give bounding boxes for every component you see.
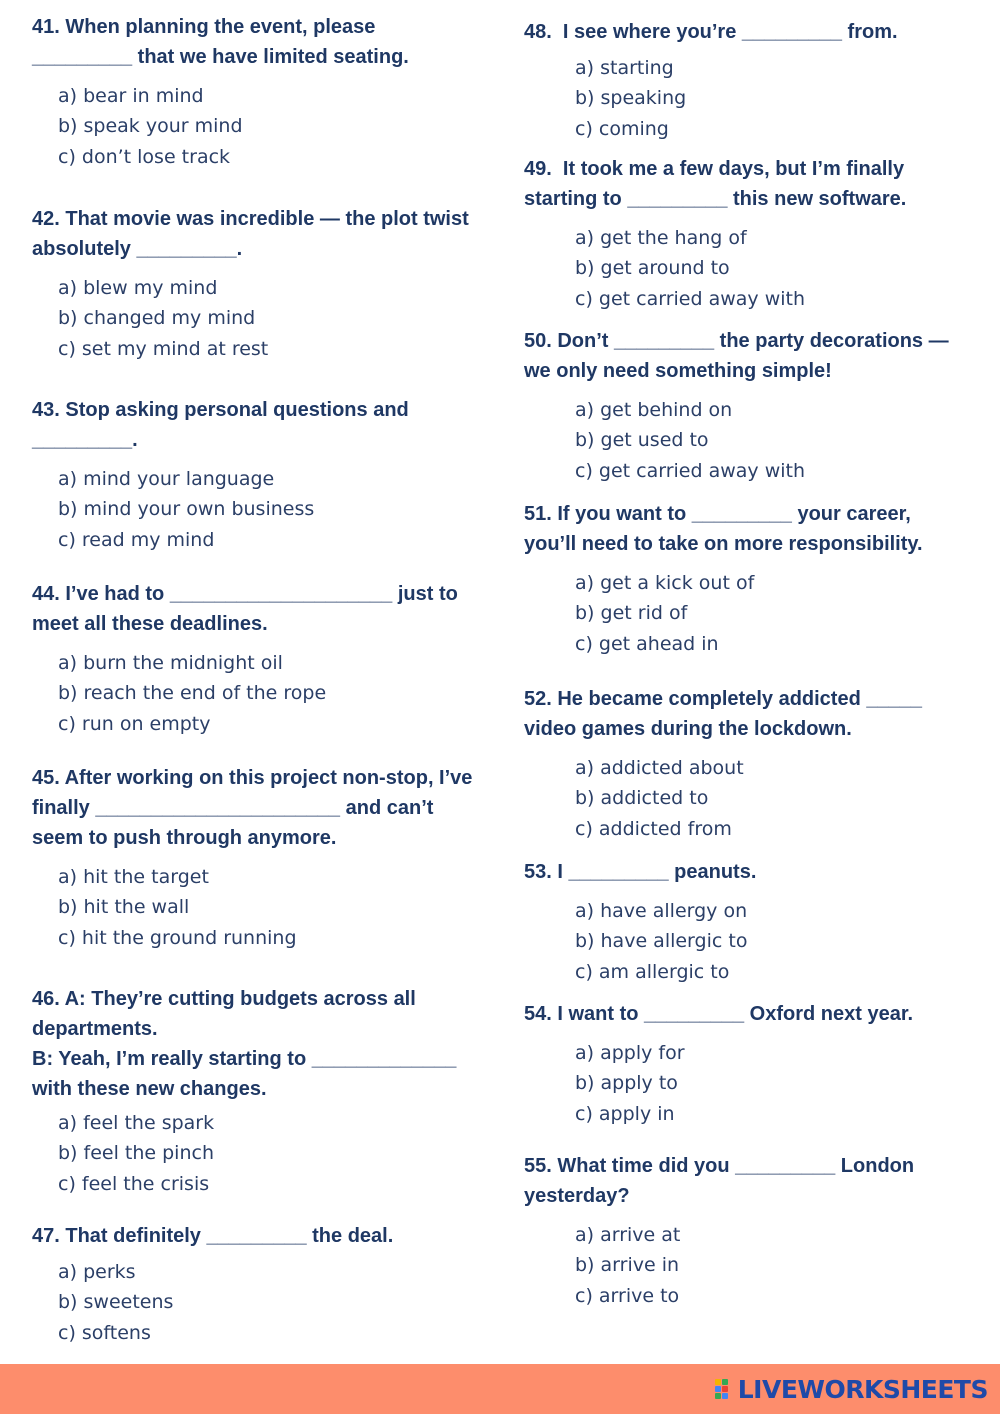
option-b[interactable]: b) changed my mind [58, 307, 256, 330]
option-c[interactable]: c) arrive to [575, 1284, 680, 1307]
option-b[interactable]: b) speaking [575, 87, 687, 110]
option-b[interactable]: b) apply to [575, 1072, 678, 1095]
question-text: 41. When planning the event, please _________ that we have limited seating. [32, 16, 409, 68]
question-text: 48. I see where you’re _________ from. [524, 21, 898, 43]
option-a[interactable]: a) get a kick out of [575, 572, 755, 594]
option-b[interactable]: b) speak your mind [58, 115, 243, 138]
option-a[interactable]: a) bear in mind [58, 85, 204, 107]
question-52 [524, 684, 974, 844]
option-c[interactable]: c) addicted from [575, 817, 732, 840]
options-list [524, 568, 974, 659]
question-text: 50. Don’t _________ the party decorations — we only need something simple! [524, 330, 949, 382]
option-b[interactable]: b) get around to [575, 257, 730, 280]
option-c[interactable]: c) softens [58, 1321, 151, 1344]
option-b[interactable]: b) have allergic to [575, 930, 748, 953]
question-text: 53. I _________ peanuts. [524, 861, 757, 883]
option-c[interactable]: c) coming [575, 117, 669, 140]
option-a[interactable]: a) perks [58, 1261, 136, 1283]
option-a[interactable]: a) starting [575, 57, 674, 79]
question-text: 51. If you want to _________ your career, you’ll need to take on more responsibility. [524, 503, 923, 555]
brand-name: LIVEWORKSHEETS [737, 1374, 988, 1404]
options-list [32, 464, 492, 555]
option-b[interactable]: b) reach the end of the rope [58, 682, 327, 705]
option-c[interactable]: c) am allergic to [575, 960, 730, 983]
options-list [524, 223, 974, 314]
question-46 [32, 984, 492, 1199]
option-c[interactable]: c) get ahead in [575, 632, 719, 655]
option-c[interactable]: c) don’t lose track [58, 145, 231, 168]
question-text: 54. I want to _________ Oxford next year. [524, 1003, 914, 1025]
brand-logo[interactable] [715, 1372, 988, 1406]
question-54 [524, 999, 974, 1129]
option-c[interactable]: c) feel the crisis [58, 1172, 210, 1195]
question-45 [32, 763, 492, 953]
option-a[interactable]: a) blew my mind [58, 277, 218, 299]
question-51 [524, 499, 974, 659]
options-list [32, 648, 492, 739]
question-41 [32, 12, 492, 172]
option-b[interactable]: b) feel the pinch [58, 1142, 214, 1165]
option-a[interactable]: a) burn the midnight oil [58, 652, 283, 674]
option-c[interactable]: c) apply in [575, 1102, 675, 1125]
liveworksheets-logo-icon [715, 1377, 735, 1401]
option-b[interactable]: b) sweetens [58, 1291, 174, 1314]
option-c[interactable]: c) get carried away with [575, 459, 806, 482]
options-list [524, 1220, 974, 1311]
option-a[interactable]: a) get the hang of [575, 227, 747, 249]
option-a[interactable]: a) have allergy on [575, 900, 748, 922]
option-c[interactable]: c) read my mind [58, 528, 215, 551]
question-44 [32, 579, 492, 739]
option-c[interactable]: c) run on empty [58, 712, 211, 735]
option-b[interactable]: b) hit the wall [58, 896, 190, 919]
footer-bar [0, 1364, 1000, 1414]
option-a[interactable]: a) arrive at [575, 1224, 681, 1246]
options-list [32, 1108, 492, 1199]
option-b[interactable]: b) get rid of [575, 602, 688, 625]
question-47 [32, 1221, 492, 1348]
question-42 [32, 204, 492, 364]
question-50 [524, 326, 974, 486]
question-49 [524, 154, 974, 314]
options-list [524, 753, 974, 844]
question-text: 45. After working on this project non-stop, I’ve finally ______________________ and can’t seem to push through anymore. [32, 767, 473, 849]
question-48 [524, 17, 974, 144]
options-list [32, 273, 492, 364]
option-a[interactable]: a) addicted about [575, 757, 744, 779]
question-text: 49. It took me a few days, but I’m finally starting to _________ this new software. [524, 158, 907, 210]
option-b[interactable]: b) addicted to [575, 787, 709, 810]
question-43 [32, 395, 492, 555]
option-a[interactable]: a) feel the spark [58, 1112, 215, 1134]
question-text: 42. That movie was incredible — the plot twist absolutely _________. [32, 208, 469, 260]
question-text: 43. Stop asking personal questions and _________. [32, 399, 409, 451]
option-a[interactable]: a) mind your language [58, 468, 275, 490]
option-c[interactable]: c) set my mind at rest [58, 337, 269, 360]
options-list [32, 862, 492, 953]
option-b[interactable]: b) mind your own business [58, 498, 315, 521]
options-list [524, 896, 974, 987]
options-list [524, 395, 974, 486]
option-a[interactable]: a) get behind on [575, 399, 733, 421]
question-55 [524, 1151, 974, 1311]
option-b[interactable]: b) arrive in [575, 1254, 680, 1277]
options-list [524, 1038, 974, 1129]
question-text: 46. A: They’re cutting budgets across all departments. B: Yeah, I’m really starting to _____________ with these new changes. [32, 988, 457, 1100]
question-text: 52. He became completely addicted _____ video games during the lockdown. [524, 688, 922, 740]
option-a[interactable]: a) hit the target [58, 866, 209, 888]
question-text: 47. That definitely _________ the deal. [32, 1225, 394, 1247]
options-list [524, 53, 974, 144]
option-c[interactable]: c) hit the ground running [58, 926, 297, 949]
question-text: 44. I’ve had to ____________________ just to meet all these deadlines. [32, 583, 458, 635]
options-list [32, 81, 492, 172]
question-53 [524, 857, 974, 987]
option-c[interactable]: c) get carried away with [575, 287, 806, 310]
options-list [32, 1257, 492, 1348]
question-text: 55. What time did you _________ London yesterday? [524, 1155, 915, 1207]
option-b[interactable]: b) get used to [575, 429, 709, 452]
option-a[interactable]: a) apply for [575, 1042, 685, 1064]
